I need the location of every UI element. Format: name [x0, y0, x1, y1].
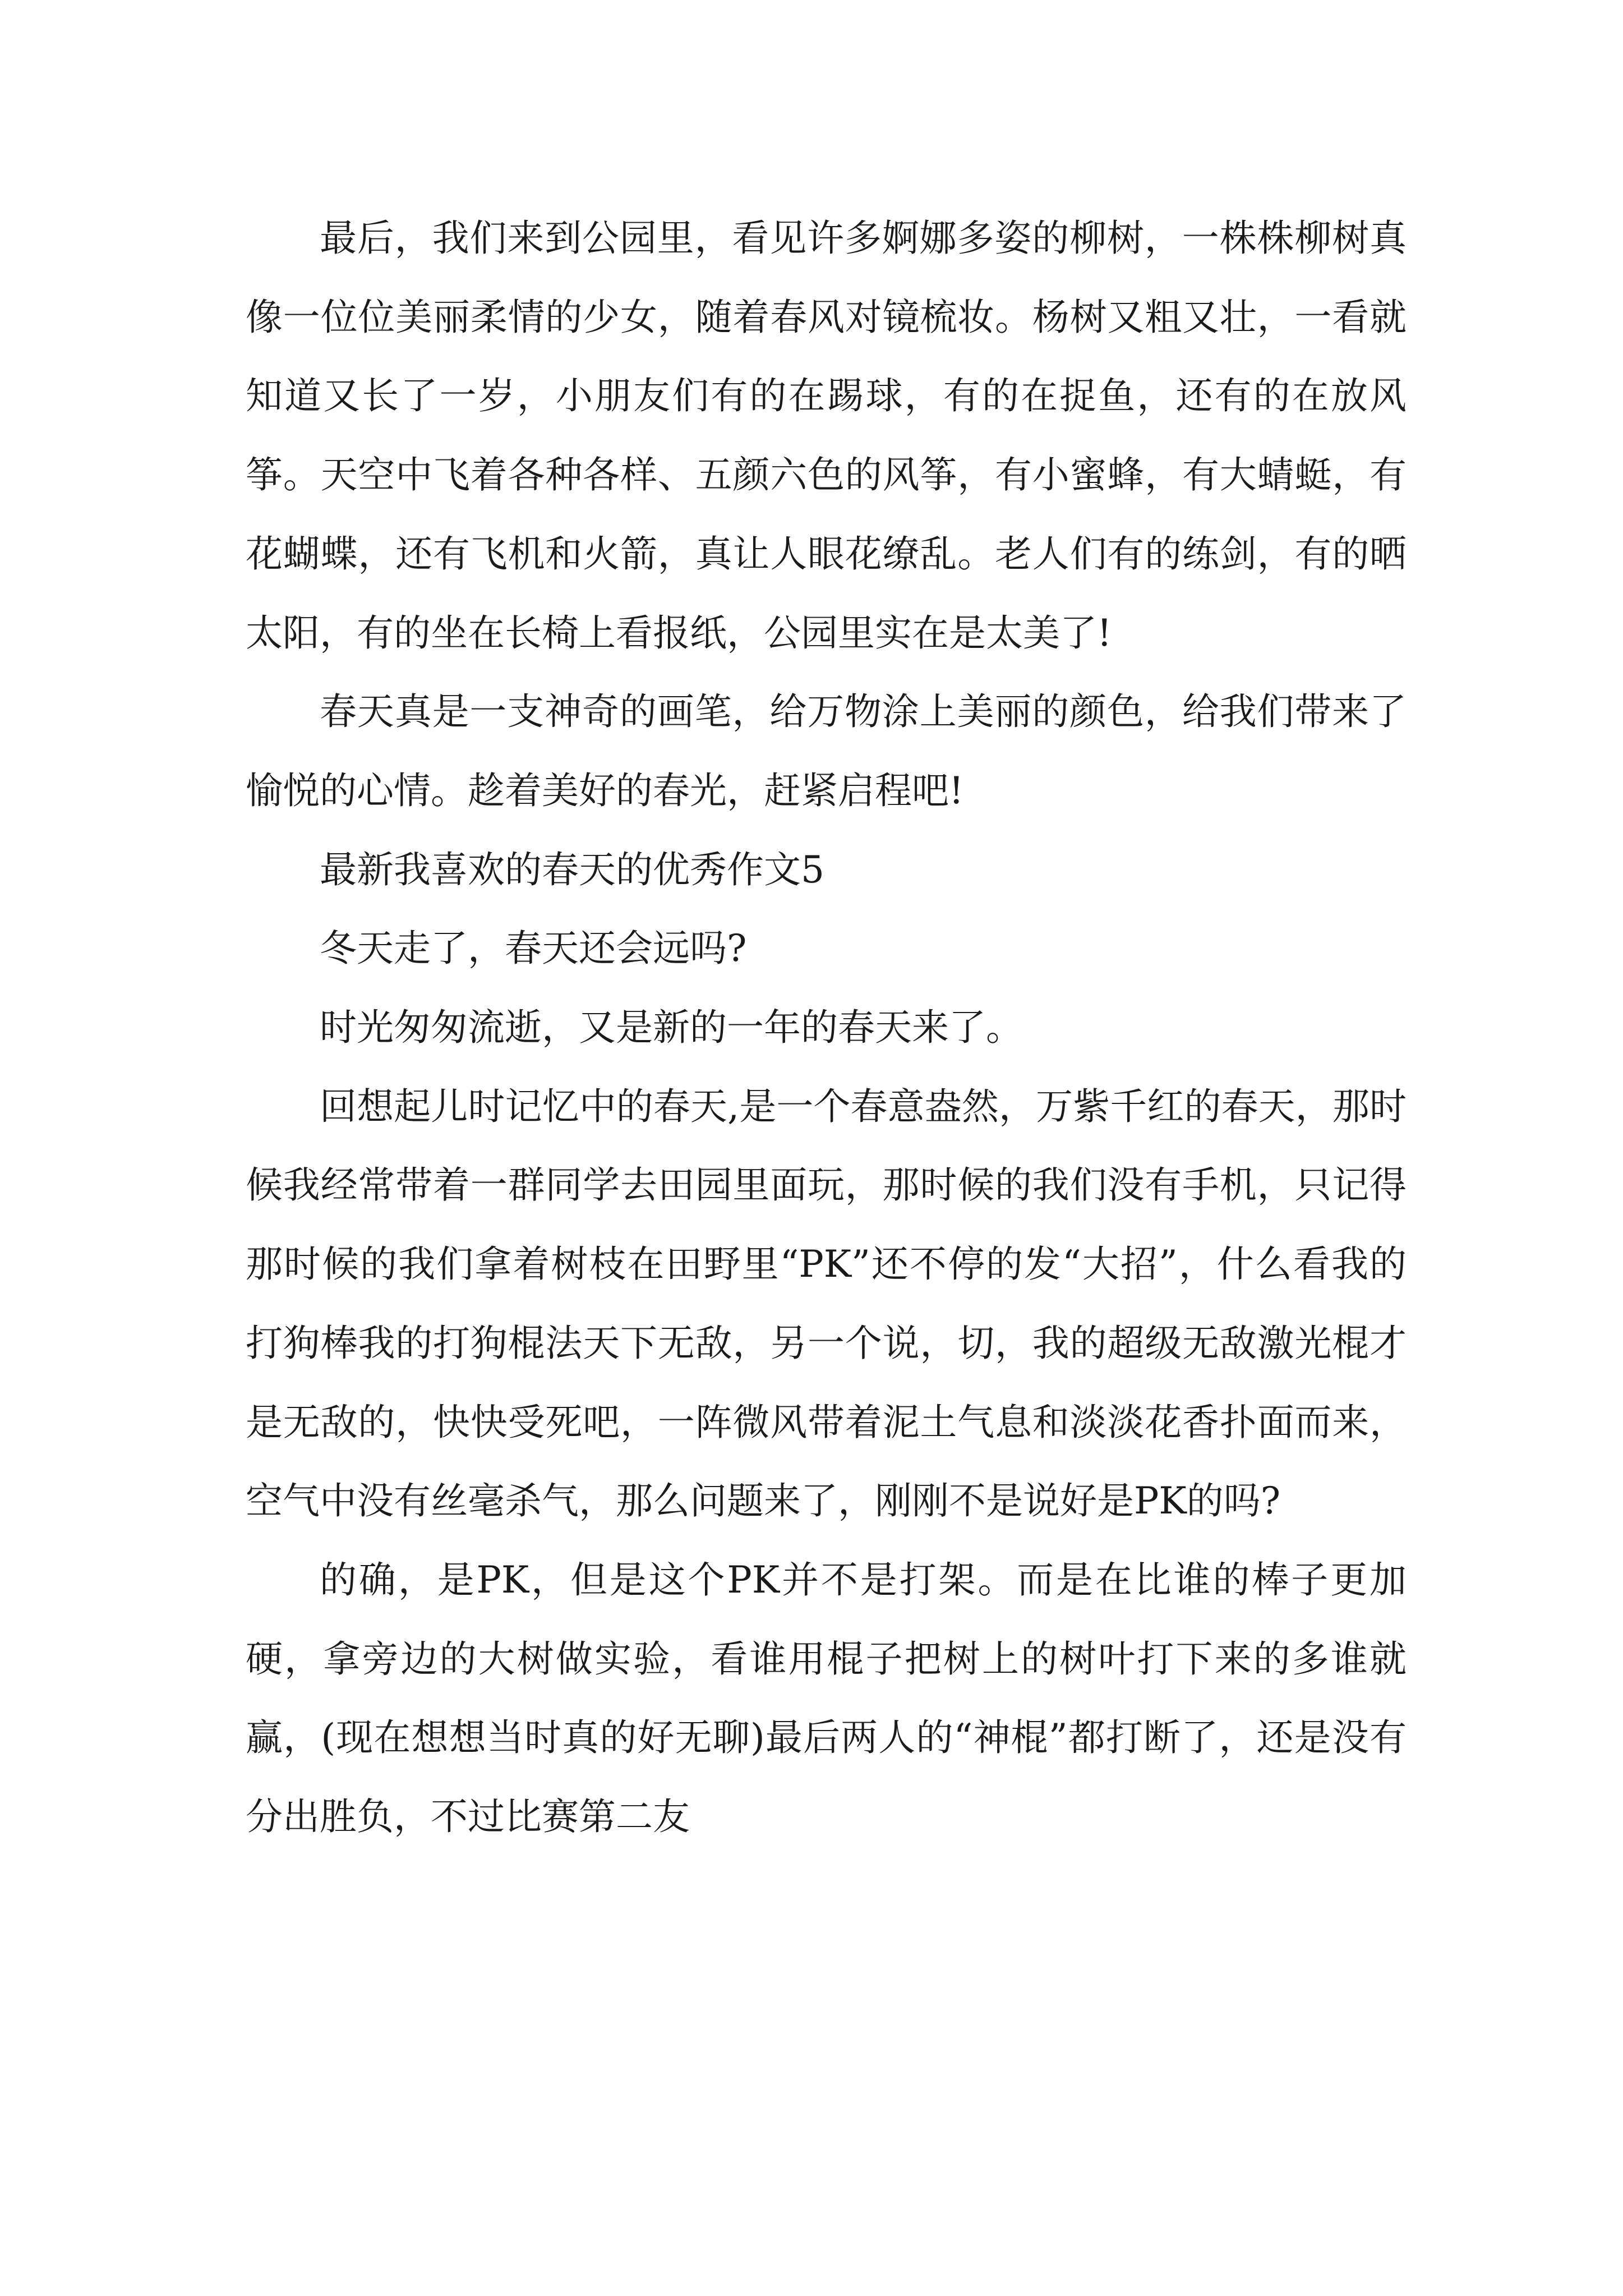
document-body	[246, 199, 1407, 1857]
essay-title: 最新我喜欢的春天的优秀作文5	[320, 848, 824, 891]
paragraph-spring-brush: 春天真是一支神奇的画笔，给万物涂上美丽的颜色，给我们带来了愉悦的心情。趁着美好的春光，赶紧启程吧!	[246, 690, 1407, 812]
paragraph-pk-contest: 的确，是PK，但是这个PK并不是打架。而是在比谁的棒子更加硬，拿旁边的大树做实验，看谁用棍子把树上的树叶打下来的多谁就赢，(现在想想当时真的好无聊)最后两人的“神棍”都打断了，还是没有分出胜负，不过比赛第二友	[246, 1558, 1407, 1839]
paragraph-park: 最后，我们来到公园里，看见许多婀娜多姿的柳树，一株株柳树真像一位位美丽柔情的少女，随着春风对镜梳妆。杨树又粗又壮，一看就知道又长了一岁，小朋友们有的在踢球，有的在捉鱼，还有的在放风筝。天空中飞着各种各样、五颜六色的风筝，有小蜜蜂，有大蜻蜓，有花蝴蝶，还有飞机和火箭，真让人眼花缭乱。老人们有的练剑，有的晒太阳，有的坐在长椅上看报纸，公园里实在是太美了!	[246, 217, 1407, 655]
paragraph-winter-gone: 冬天走了，春天还会远吗?	[320, 927, 747, 970]
paragraph-childhood-memory: 回想起儿时记忆中的春天,是一个春意盎然，万紫千红的春天，那时候我经常带着一群同学去田园里面玩，那时候的我们没有手机，只记得那时候的我们拿着树枝在田野里“PK”还不停的发“大招”，什么看我的打狗棒我的打狗棍法天下无敌，另一个说，切，我的超级无敌激光棍才是无敌的，快快受死吧，一阵微风带着泥土气息和淡淡花香扑面而来，空气中没有丝毫杀气，那么问题来了，刚刚不是说好是PK的吗?	[246, 1084, 1407, 1523]
paragraph-time-passes: 时光匆匆流逝，又是新的一年的春天来了。	[320, 1006, 1023, 1050]
